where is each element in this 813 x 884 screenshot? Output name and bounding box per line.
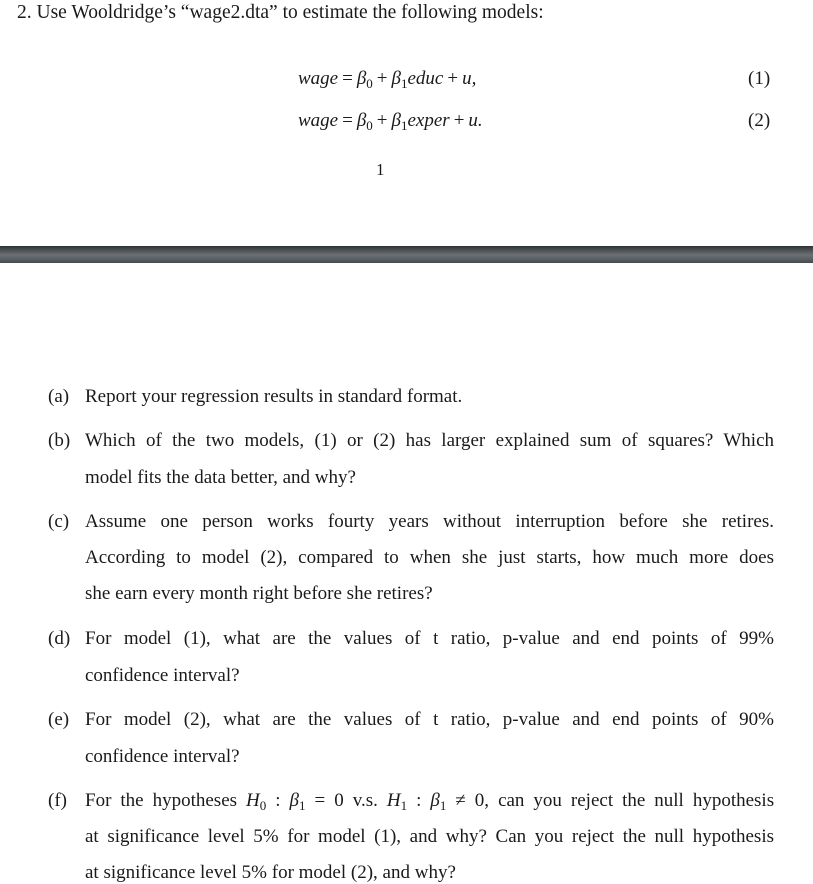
equation-1: wage = $\beta_0$ + $\beta_1educ + u$, <box>298 68 477 91</box>
question-d-label: (d) <box>48 628 71 649</box>
question-d-line-2: confidence interval? <box>85 665 240 686</box>
equation-2-number: (2) <box>748 110 771 131</box>
question-e-line-1: For model (2), what are the values of t ratio, p-value and end points of 90% <box>85 709 774 730</box>
question-b-label: (b) <box>48 430 71 451</box>
question-c-label: (c) <box>48 511 70 532</box>
question-c-line-3: she earn every month right before she retires? <box>85 583 433 604</box>
document-page-top <box>0 0 813 246</box>
page-number: 1 <box>376 160 385 179</box>
page-divider <box>0 246 813 263</box>
question-f-line-2: at significance level 5% for model (1), and why? Can you reject the null hypothesis <box>85 826 774 847</box>
question-d-line-1: For model (1), what are the values of t ratio, p-value and end points of 99% <box>85 628 774 649</box>
question-c-line-2: According to model (2), compared to when she just starts, how much more does <box>85 547 774 568</box>
question-e-label: (e) <box>48 709 70 730</box>
question-a-line-1: Report your regression results in standard format. <box>85 386 463 407</box>
equation-1-number: (1) <box>748 68 771 89</box>
question-a-label: (a) <box>48 386 70 407</box>
problem-header: 2. Use Wooldridge’s “wage2.dta” to estimate the following models: <box>17 2 544 23</box>
question-c-line-1: Assume one person works fourty years without interruption before she retires. <box>85 511 774 532</box>
question-f-label: (f) <box>48 790 67 811</box>
question-e-line-2: confidence interval? <box>85 746 240 767</box>
question-f-line-1: For the hypotheses $H_0$ : $\beta_1 = 0$ v.s. $H_1$ : $\beta_1 \ne 0$, can you reject the null hypothesis <box>85 790 775 813</box>
question-b-line-1: Which of the two models, (1) or (2) has larger explained sum of squares? Which <box>85 430 774 451</box>
equation-2: wage = $\beta_0$ + $\beta_1exper + u$. <box>298 110 483 133</box>
question-b-line-2: model fits the data better, and why? <box>85 467 356 488</box>
question-f-line-3: at significance level 5% for model (2), and why? <box>85 862 456 883</box>
